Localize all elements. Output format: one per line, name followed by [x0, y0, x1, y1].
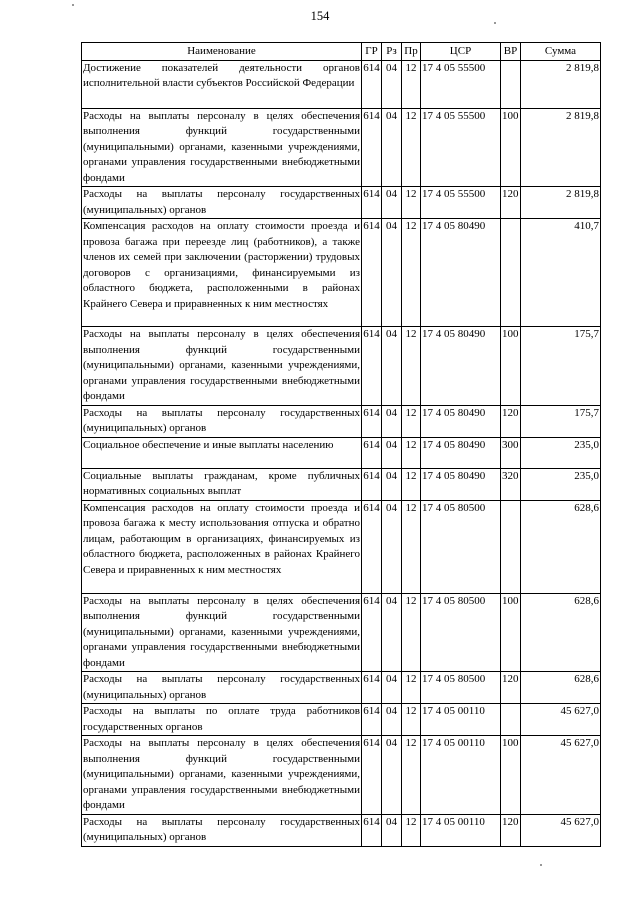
table-row — [82, 500, 601, 593]
row-gr: 614 — [362, 60, 382, 108]
row-gr: 614 — [362, 219, 382, 327]
row-pr: 12 — [402, 736, 421, 815]
table-header-row — [82, 43, 601, 61]
row-vr — [501, 60, 521, 108]
table-row — [82, 814, 601, 846]
row-sum: 235,0 — [521, 437, 601, 468]
row-pr: 12 — [402, 437, 421, 468]
row-gr: 614 — [362, 593, 382, 672]
page-number: 154 — [310, 9, 330, 23]
row-name: Расходы на выплаты персоналу государственных (муниципальных) органов — [82, 187, 362, 219]
table-row — [82, 108, 601, 187]
row-gr: 614 — [362, 736, 382, 815]
row-pr: 12 — [402, 500, 421, 593]
row-rz: 04 — [382, 405, 402, 437]
row-sum: 175,7 — [521, 327, 601, 406]
row-name: Расходы на выплаты персоналу государственных (муниципальных) органов — [82, 405, 362, 437]
row-sum: 2 819,8 — [521, 60, 601, 108]
row-pr: 12 — [402, 327, 421, 406]
row-pr: 12 — [402, 405, 421, 437]
row-csr: 17 4 05 80500 — [421, 672, 501, 704]
row-gr: 614 — [362, 108, 382, 187]
row-gr: 614 — [362, 405, 382, 437]
row-name: Расходы на выплаты персоналу в целях обеспечения выполнения функций государственными (муниципальными) органами, казенными учреждениями, органами управления государственными внебюджетными фондами — [82, 327, 362, 406]
row-vr — [501, 500, 521, 593]
row-pr: 12 — [402, 187, 421, 219]
column-header-pr: Пр — [402, 43, 421, 61]
row-vr: 120 — [501, 672, 521, 704]
row-gr: 614 — [362, 500, 382, 593]
row-pr: 12 — [402, 814, 421, 846]
row-sum: 2 819,8 — [521, 187, 601, 219]
row-sum: 410,7 — [521, 219, 601, 327]
row-gr: 614 — [362, 327, 382, 406]
row-name: Расходы на выплаты персоналу в целях обеспечения выполнения функций государственными (муниципальными) органами, казенными учреждениями, органами управления государственными внебюджетными фондами — [82, 736, 362, 815]
scan-speck — [72, 4, 74, 6]
row-gr: 614 — [362, 468, 382, 500]
scan-speck — [540, 864, 542, 866]
row-vr: 120 — [501, 405, 521, 437]
table-row — [82, 327, 601, 406]
row-name: Расходы на выплаты персоналу государственных (муниципальных) органов — [82, 814, 362, 846]
row-rz: 04 — [382, 704, 402, 736]
row-sum: 628,6 — [521, 500, 601, 593]
column-header-csr: ЦСР — [421, 43, 501, 61]
row-pr: 12 — [402, 672, 421, 704]
row-vr: 100 — [501, 736, 521, 815]
row-gr: 614 — [362, 814, 382, 846]
row-rz: 04 — [382, 327, 402, 406]
scan-speck — [494, 22, 496, 24]
row-csr: 17 4 05 00110 — [421, 704, 501, 736]
row-gr: 614 — [362, 704, 382, 736]
row-sum: 628,6 — [521, 593, 601, 672]
row-csr: 17 4 05 80490 — [421, 437, 501, 468]
row-vr: 100 — [501, 108, 521, 187]
row-name: Компенсация расходов на оплату стоимости проезда и провоза багажа при переезде лиц (работников), а также членов их семей при заключении (расторжении) трудовых договоров с организациями, финансируемыми из областного бюджета, расположенными в районах Крайнего Севера и приравненных к ним местностях — [82, 219, 362, 327]
table-row — [82, 437, 601, 468]
row-vr — [501, 219, 521, 327]
row-sum: 235,0 — [521, 468, 601, 500]
row-pr: 12 — [402, 593, 421, 672]
row-pr: 12 — [402, 468, 421, 500]
row-csr: 17 4 05 80500 — [421, 593, 501, 672]
table-row — [82, 219, 601, 327]
row-gr: 614 — [362, 672, 382, 704]
row-pr: 12 — [402, 108, 421, 187]
table-row — [82, 60, 601, 108]
row-vr: 320 — [501, 468, 521, 500]
row-rz: 04 — [382, 468, 402, 500]
table-row — [82, 704, 601, 736]
row-csr: 17 4 05 55500 — [421, 60, 501, 108]
row-name: Расходы на выплаты по оплате труда работников государственных органов — [82, 704, 362, 736]
column-header-name: Наименование — [82, 43, 362, 61]
row-csr: 17 4 05 80490 — [421, 219, 501, 327]
row-rz: 04 — [382, 814, 402, 846]
row-vr: 100 — [501, 327, 521, 406]
row-name: Расходы на выплаты персоналу в целях обеспечения выполнения функций государственными (муниципальными) органами, казенными учреждениями, органами управления государственными внебюджетными фондами — [82, 108, 362, 187]
row-rz: 04 — [382, 593, 402, 672]
row-pr: 12 — [402, 219, 421, 327]
table-row — [82, 593, 601, 672]
row-rz: 04 — [382, 736, 402, 815]
row-csr: 17 4 05 00110 — [421, 736, 501, 815]
row-pr: 12 — [402, 60, 421, 108]
row-csr: 17 4 05 55500 — [421, 187, 501, 219]
row-gr: 614 — [362, 437, 382, 468]
row-name: Социальные выплаты гражданам, кроме публичных нормативных социальных выплат — [82, 468, 362, 500]
row-name: Расходы на выплаты персоналу государственных (муниципальных) органов — [82, 672, 362, 704]
row-vr: 100 — [501, 593, 521, 672]
row-rz: 04 — [382, 672, 402, 704]
row-vr — [501, 704, 521, 736]
row-csr: 17 4 05 00110 — [421, 814, 501, 846]
row-csr: 17 4 05 80500 — [421, 500, 501, 593]
row-sum: 2 819,8 — [521, 108, 601, 187]
row-sum: 45 627,0 — [521, 814, 601, 846]
row-sum: 45 627,0 — [521, 736, 601, 815]
row-csr: 17 4 05 80490 — [421, 327, 501, 406]
row-rz: 04 — [382, 187, 402, 219]
row-csr: 17 4 05 55500 — [421, 108, 501, 187]
column-header-vr: ВР — [501, 43, 521, 61]
table-row — [82, 187, 601, 219]
column-header-gr: ГР — [362, 43, 382, 61]
row-name: Социальное обеспечение и иные выплаты населению — [82, 437, 362, 468]
column-header-rz: Рз — [382, 43, 402, 61]
row-name: Достижение показателей деятельности органов исполнительной власти субъектов Российской Федерации — [82, 60, 362, 108]
row-name: Компенсация расходов на оплату стоимости проезда и провоза багажа к месту использования отпуска и обратно лицам, работающим в организациях, финансируемых из областного бюджета, расположенных в районах Крайнего Севера и приравненных к ним местностях — [82, 500, 362, 593]
row-rz: 04 — [382, 60, 402, 108]
row-sum: 45 627,0 — [521, 704, 601, 736]
table-row — [82, 468, 601, 500]
row-csr: 17 4 05 80490 — [421, 468, 501, 500]
row-rz: 04 — [382, 437, 402, 468]
table-row — [82, 672, 601, 704]
row-rz: 04 — [382, 108, 402, 187]
row-csr: 17 4 05 80490 — [421, 405, 501, 437]
table-row — [82, 405, 601, 437]
row-vr: 120 — [501, 814, 521, 846]
row-rz: 04 — [382, 500, 402, 593]
row-name: Расходы на выплаты персоналу в целях обеспечения выполнения функций государственными (муниципальными) органами, казенными учреждениями, органами управления государственными внебюджетными фондами — [82, 593, 362, 672]
row-sum: 175,7 — [521, 405, 601, 437]
row-vr: 300 — [501, 437, 521, 468]
row-rz: 04 — [382, 219, 402, 327]
row-sum: 628,6 — [521, 672, 601, 704]
row-gr: 614 — [362, 187, 382, 219]
row-vr: 120 — [501, 187, 521, 219]
column-header-sum: Сумма — [521, 43, 601, 61]
budget-table — [81, 42, 601, 847]
row-pr: 12 — [402, 704, 421, 736]
table-row — [82, 736, 601, 815]
